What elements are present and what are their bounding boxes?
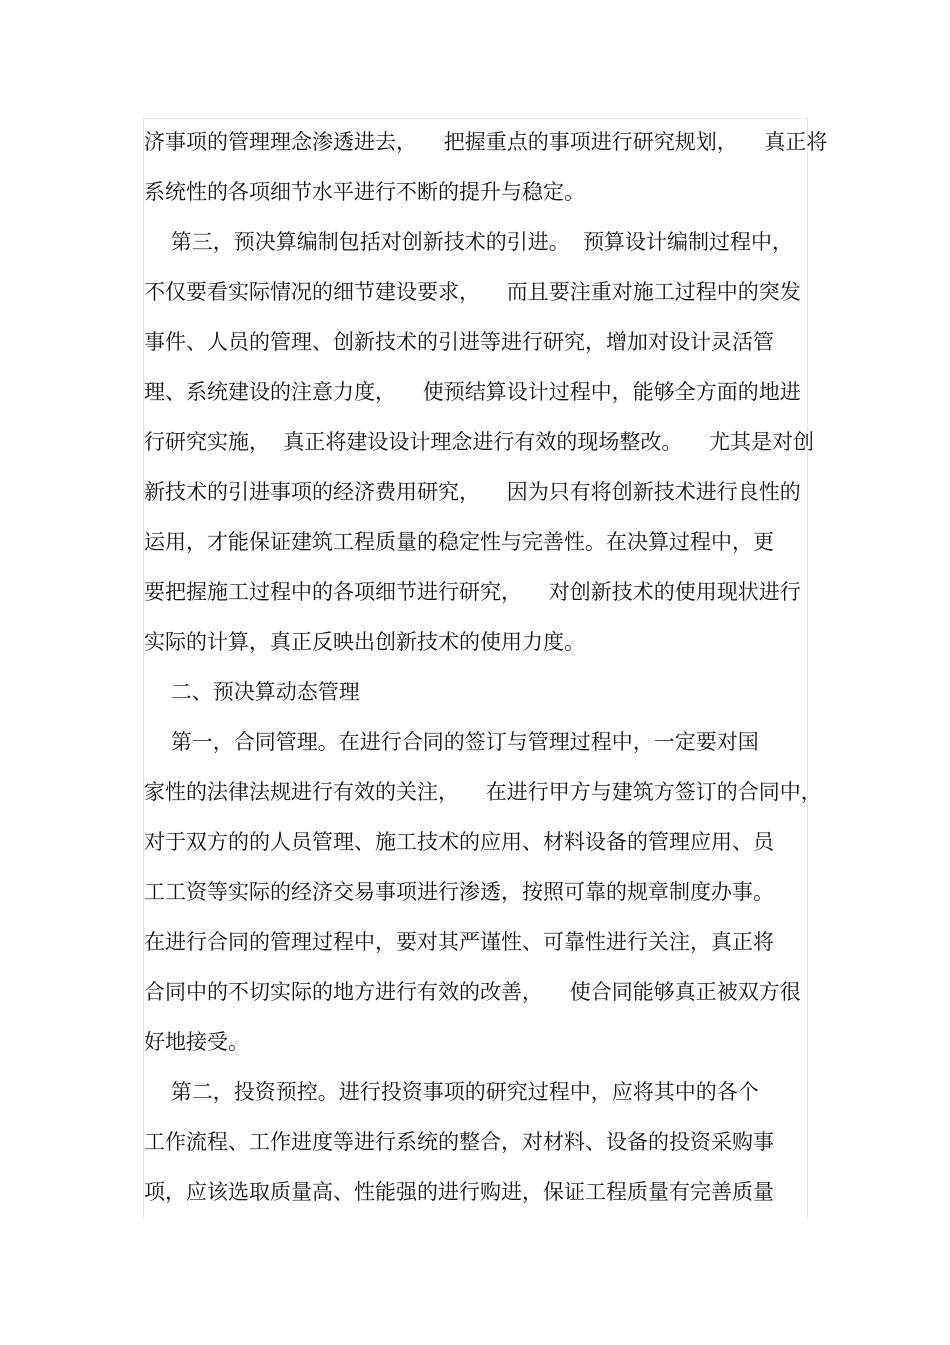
text-line: 不仅要看实际情况的细节建设要求， 而且要注重对施工过程中的突发 [144,280,801,304]
text-line: 工作流程、工作进度等进行系统的整合，对材料、设备的投资采购事 [144,1130,774,1154]
paragraph-heading-line: 第一，合同管理。在进行合同的签订与管理过程中，一定要对国 [144,730,759,754]
text-line: 实际的计算，真正反映出创新技术的使用力度。 [144,630,585,654]
text-line: 系统性的各项细节水平进行不断的提升与稳定。 [144,180,585,204]
text-line: 运用，才能保证建筑工程质量的稳定性与完善性。在决算过程中，更 [144,530,774,554]
paragraph-heading-line: 第二，投资预控。进行投资事项的研究过程中，应将其中的各个 [144,1080,759,1104]
text-line: 项，应该选取质量高、性能强的进行购进，保证工程质量有完善质量 [144,1180,774,1204]
text-line: 济事项的管理理念渗透进去， 把握重点的事项进行研究规划， 真正将 [144,130,828,154]
text-line: 工工资等实际的经济交易事项进行渗透，按照可靠的规章制度办事。 [144,880,774,904]
text-line: 好地接受。 [144,1030,249,1054]
text-line: 对于双方的的人员管理、施工技术的应用、材料设备的管理应用、员 [144,830,774,854]
text-line: 在进行合同的管理过程中，要对其严谨性、可靠性进行关注，真正将 [144,930,774,954]
text-line: 新技术的引进事项的经济费用研究， 因为只有将创新技术进行良性的 [144,480,801,504]
paragraph-heading-line: 第三，预决算编制包括对创新技术的引进。 预算设计编制过程中， [144,230,794,254]
section-heading: 二、预决算动态管理 [144,680,360,704]
text-line: 家性的法律法规进行有效的关注， 在进行甲方与建筑方签订的合同中， [144,780,822,804]
text-line: 要把握施工过程中的各项细节进行研究， 对创新技术的使用现状进行 [144,580,801,604]
text-line: 行研究实施， 真正将建设设计理念进行有效的现场整改。 尤其是对创 [144,430,815,454]
text-line: 事件、人员的管理、创新技术的引进等进行研究，增加对设计灵活管 [144,330,774,354]
text-line: 合同中的不切实际的地方进行有效的改善， 使合同能够真正被双方很 [144,980,801,1004]
text-line: 理、系统建设的注意力度， 使预结算设计过程中，能够全方面的地进 [144,380,801,404]
